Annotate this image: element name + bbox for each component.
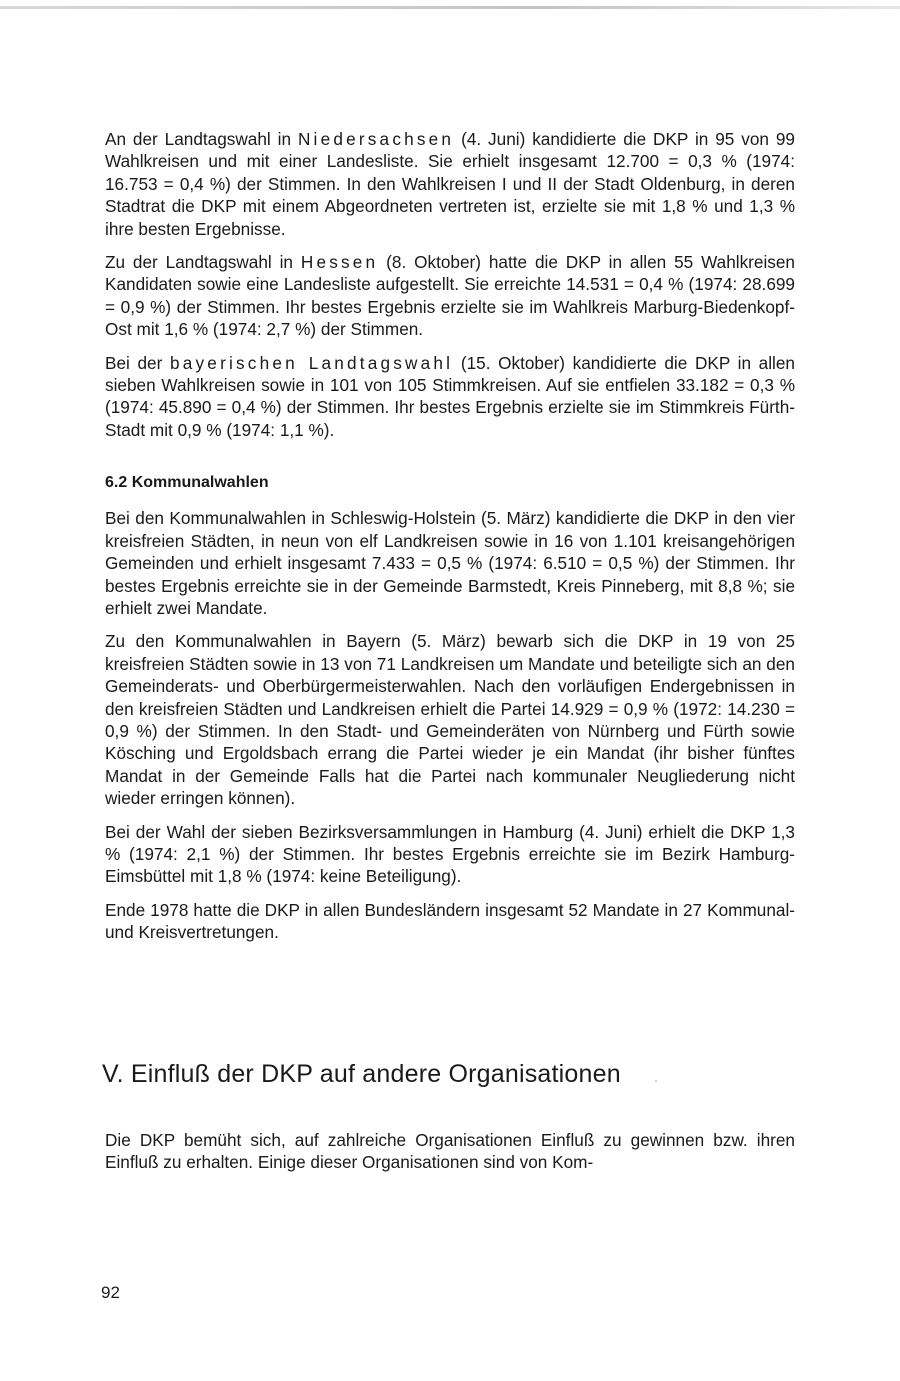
paragraph-bayern-kommunal: Zu den Kommunalwahlen in Bayern (5. März) bewarb sich die DKP in 19 von 25 kreisfreien Städten sowie in 13 von 71 Landkreisen um Mandate und beteiligte sich an den Gemeinderats- und Oberbürgermeisterwahlen. Nach den vorläufigen Endergebnissen in den kreisfreien Städten und Landkreisen erhielt die Partei 14.929 = 0,9 % (1972: 14.230 = 0,9 %) der Stimmen. In den Stadt- und Gemeinderäten von Nürnberg und Fürth sowie Kösching und Ergoldsbach errang die Partei wieder je ein Mandat (ihr bisher fünftes Mandat in der Gemeinde Falls hat die Partei nach kommunaler Neugliederung nicht wieder erringen können). <box>105 631 795 809</box>
paragraph-mandate-summary: Ende 1978 hatte die DKP in allen Bundesländern insgesamt 52 Mandate in 27 Kommunal- und Kreisvertretungen. <box>105 899 795 943</box>
spaced-term: Niedersachsen <box>297 129 455 149</box>
section-heading: 6.2 Kommunalwahlen <box>105 474 269 492</box>
scan-edge-rule <box>0 6 900 9</box>
paragraph-hessen: Zu der Landtagswahl in Hessen (8. Oktober) hatte die DKP in allen 55 Wahlkreisen Kandidaten sowie eine Landesliste aufgestellt. Sie erreichte 14.531 = 0,4 % (1974: 28.699 = 0,9 %) der Stimmen. Ihr bestes Ergebnis erzielte sie im Wahlkreis Marburg-Biedenkopf-Ost mit 1,6 % (1974: 2,7 %) der Stimmen. <box>105 252 795 340</box>
scan-speck <box>655 1080 657 1082</box>
paragraph-chapter-intro: Die DKP bemüht sich, auf zahlreiche Organisationen Einfluß zu gewinnen bzw. ihren Einfluß zu erhalten. Einige dieser Organisationen sind von Kom- <box>105 1129 795 1172</box>
spaced-term: Hessen <box>300 252 379 273</box>
paragraph-niedersachsen: An der Landtagswahl in Niedersachsen (4. Juni) kandidierte die DKP in 95 von 99 Wahlkreisen und mit einer Landesliste. Sie erhielt insgesamt 12.700 = 0,3 % (1974: 16.753 = 0,4 %) der Stimmen. In den Wahlkreisen I und II der Stadt Oldenburg, in deren Stadtrat die DKP mit einem Abgeordneten vertreten ist, erzielte sie mit 1,8 % und 1,3 % ihre besten Ergebnisse. <box>105 129 795 239</box>
page-number: 92 <box>101 1283 120 1302</box>
spaced-term: bayerischen Landtagswahl <box>170 352 454 373</box>
paragraph-hamburg: Bei der Wahl der sieben Bezirksversammlungen in Hamburg (4. Juni) erhielt die DKP 1,3 % (1974: 2,1 %) der Stimmen. Ihr bestes Ergebnis erreichte sie im Bezirk Hamburg-Eimsbüttel mit 1,8 % (1974: keine Beteiligung). <box>105 821 795 887</box>
paragraph-schleswig-holstein: Bei den Kommunalwahlen in Schleswig-Holstein (5. März) kandidierte die DKP in den vier kreisfreien Städten, in neun von elf Landkreisen sowie in 16 von 1.101 kreisangehörigen Gemeinden und erhielt insgesamt 7.433 = 0,5 % (1974: 6.510 = 0,5 %) der Stimmen. Ihr bestes Ergebnis erreichte sie in der Gemeinde Barmstedt, Kreis Pinneberg, mit 8,8 %; sie erhielt zwei Mandate. <box>105 508 795 618</box>
page-body <box>102 128 795 1184</box>
paragraph-bayern-landtag: Bei der bayerischen Landtagswahl (15. Oktober) kandidierte die DKP in allen sieben Wahlkreisen sowie in 101 von 105 Stimmkreisen. Auf sie entfielen 33.182 = 0,3 % (1974: 45.890 = 0,4 %) der Stimmen. Ihr bestes Ergebnis erzielte sie im Stimmkreis Fürth-Stadt mit 0,9 % (1974: 1,1 %). <box>105 352 795 440</box>
chapter-heading: V. Einfluß der DKP auf andere Organisationen <box>102 1059 621 1088</box>
